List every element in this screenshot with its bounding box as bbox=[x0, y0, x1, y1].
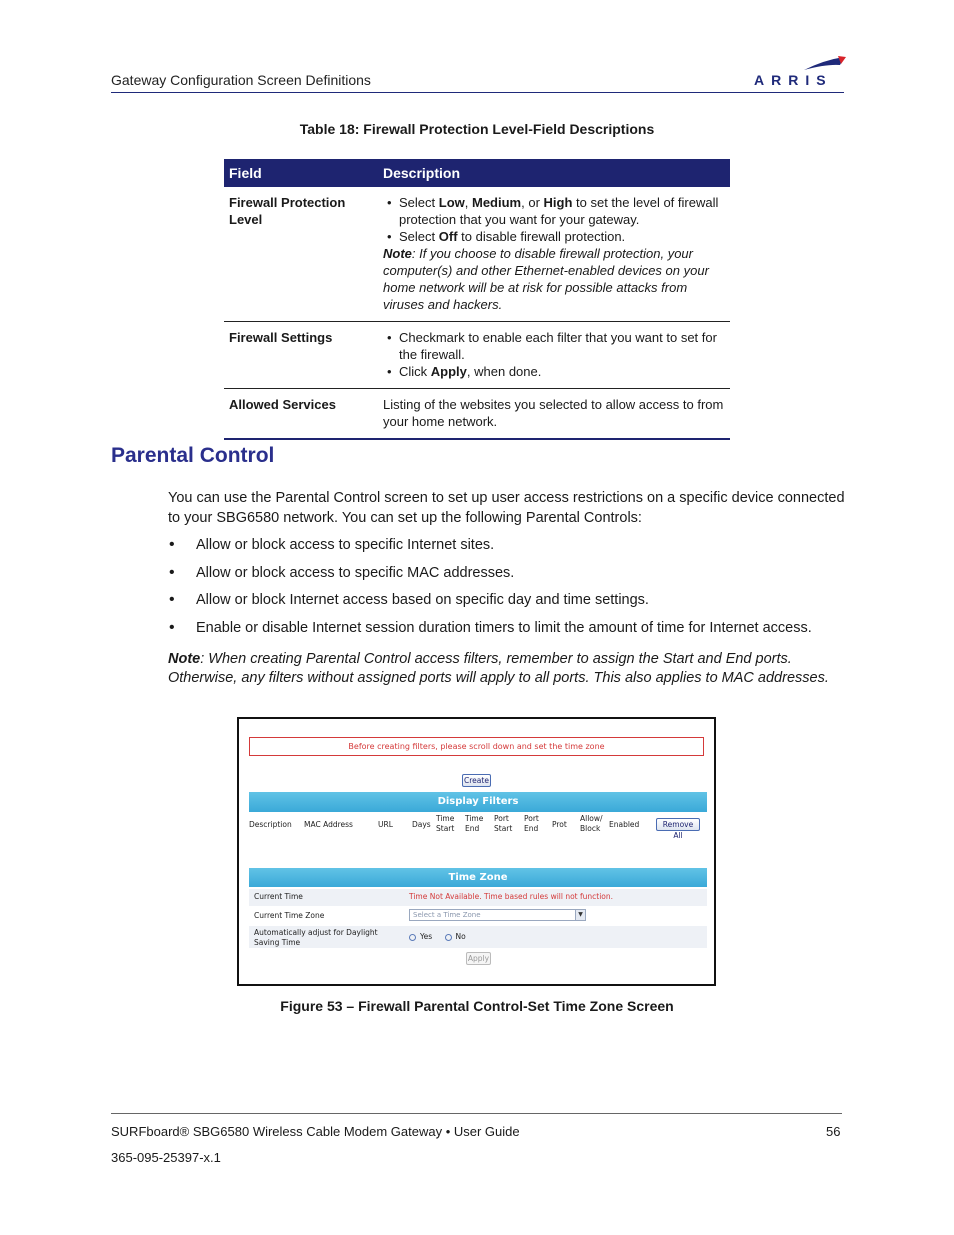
dst-row bbox=[249, 926, 707, 948]
description-bullet: • Select Low, Medium, or High to set the level of firewall protection that you want for your gateway. bbox=[383, 194, 725, 228]
table-header-field: Field bbox=[224, 159, 378, 187]
table-row bbox=[224, 187, 730, 322]
list-item: • Enable or disable Internet session duration timers to limit the amount of time for Internet access. bbox=[168, 618, 848, 646]
remove-all-button[interactable]: Remove All bbox=[656, 818, 700, 831]
footer-divider bbox=[111, 1113, 842, 1114]
table-header-row bbox=[224, 159, 730, 187]
arris-logo-text: ARRIS bbox=[754, 72, 833, 88]
table-header-description: Description bbox=[378, 159, 730, 187]
column-header: Allow/ Block bbox=[580, 814, 603, 833]
column-header: Port End bbox=[524, 814, 539, 833]
page-number: 56 bbox=[826, 1124, 841, 1139]
column-header: Time End bbox=[465, 814, 484, 833]
column-header: URL bbox=[378, 820, 393, 829]
description-bullet: • Checkmark to enable each filter that you want to set for the firewall. bbox=[383, 329, 725, 363]
column-header: Description bbox=[249, 820, 292, 829]
current-time-value: Time Not Available. Time based rules will not function. bbox=[409, 892, 614, 901]
parental-controls-list bbox=[168, 535, 848, 645]
current-time-zone-row bbox=[249, 907, 707, 925]
page-header-title: Gateway Configuration Screen Definitions bbox=[111, 72, 371, 88]
current-time-row bbox=[249, 889, 707, 906]
dst-options bbox=[409, 932, 466, 941]
dst-yes-label: Yes bbox=[420, 932, 433, 941]
column-header: Port Start bbox=[494, 814, 513, 833]
create-button[interactable]: Create bbox=[462, 774, 491, 787]
dst-no-label: No bbox=[455, 932, 466, 941]
parental-control-screenshot bbox=[237, 717, 716, 986]
field-description bbox=[378, 322, 730, 389]
field-descriptions-table bbox=[224, 159, 730, 440]
time-zone-header: Time Zone bbox=[249, 868, 707, 887]
column-header: Time Start bbox=[436, 814, 455, 833]
header-divider bbox=[111, 92, 844, 93]
display-filters-header: Display Filters bbox=[249, 792, 707, 812]
field-description: Listing of the websites you selected to allow access to from your home network. bbox=[378, 389, 730, 440]
column-header: Prot bbox=[552, 820, 567, 829]
apply-button[interactable]: Apply bbox=[467, 954, 490, 963]
field-name: Allowed Services bbox=[224, 389, 378, 440]
footer-product: SURFboard® SBG6580 Wireless Cable Modem Gateway • User Guide bbox=[111, 1124, 520, 1139]
current-time-label: Current Time bbox=[254, 892, 303, 901]
field-name: Firewall Settings bbox=[224, 322, 378, 389]
timezone-warning: Before creating filters, please scroll down and set the time zone bbox=[249, 737, 704, 756]
table-row bbox=[224, 389, 730, 440]
table-row bbox=[224, 322, 730, 389]
column-header: Days bbox=[412, 820, 431, 829]
column-header: Enabled bbox=[609, 820, 640, 829]
note-paragraph: Note: When creating Parental Control access filters, remember to assign the Start and End ports. Otherwise, any filters without assigned ports will apply to all ports. This also applies to MAC addresses. bbox=[168, 651, 829, 686]
dst-label: Automatically adjust for Daylight Saving Time bbox=[254, 928, 378, 947]
table-caption: Table 18: Firewall Protection Level-Field Descriptions bbox=[299, 121, 655, 137]
section-heading: Parental Control bbox=[111, 444, 275, 467]
list-item: • Allow or block Internet access based on specific day and time settings. bbox=[168, 590, 848, 618]
current-time-zone-label: Current Time Zone bbox=[254, 911, 325, 920]
dst-yes-radio[interactable] bbox=[409, 934, 416, 941]
field-description bbox=[378, 187, 730, 322]
list-item: • Allow or block access to specific MAC addresses. bbox=[168, 563, 848, 591]
document-number: 365-095-25397-x.1 bbox=[111, 1150, 221, 1165]
description-note: Note: If you choose to disable firewall protection, your computer(s) and other Ethernet-enabled devices on your home network will be at risk for possible attacks from viruses and hackers. bbox=[383, 246, 709, 312]
dst-no-radio[interactable] bbox=[445, 934, 452, 941]
time-zone-select-value: Select a Time Zone bbox=[413, 911, 481, 919]
time-zone-select[interactable] bbox=[409, 909, 586, 921]
description-bullet: • Click Apply, when done. bbox=[383, 363, 725, 380]
figure-caption: Figure 53 – Firewall Parental Control-Set Time Zone Screen bbox=[280, 998, 674, 1014]
chevron-down-icon: ▼ bbox=[575, 910, 585, 920]
description-bullet: • Select Off to disable firewall protection. bbox=[383, 228, 725, 245]
intro-paragraph: You can use the Parental Control screen to set up user access restrictions on a specific device connected to your SBG6580 network. You can set up the following Parental Controls: bbox=[168, 490, 845, 526]
field-name: Firewall Protection Level bbox=[224, 187, 378, 322]
list-item: • Allow or block access to specific Internet sites. bbox=[168, 535, 848, 563]
column-header: MAC Address bbox=[304, 820, 353, 829]
